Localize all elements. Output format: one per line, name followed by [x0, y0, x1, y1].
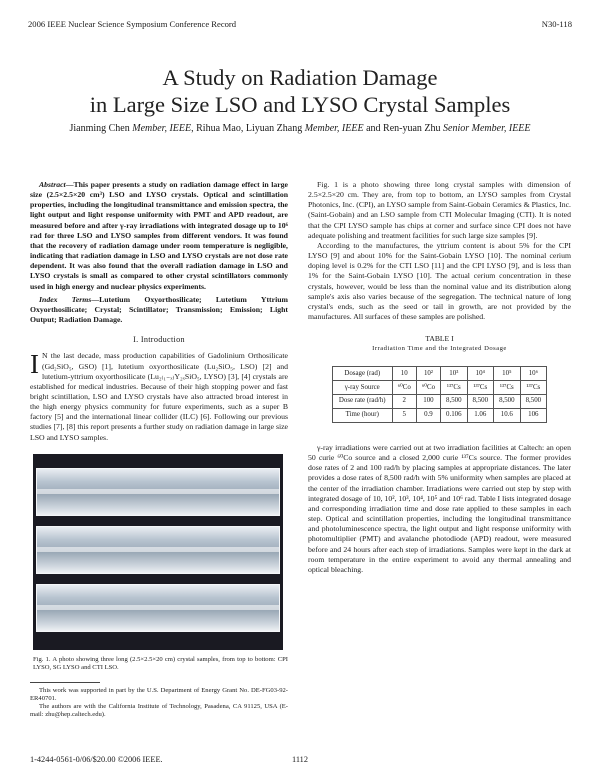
author-list: Jianming Chen Member, IEEE, Rihua Mao, Liyuan Zhang Member, IEEE and Ren-yuan Zhu Senior Member, IEEE: [69, 123, 531, 134]
paragraph-irradiation: γ-ray irradiations were carried out at two irradiation facilities at Caltech: an open 50 curie ⁶⁰Co source and a closed 2,000 curie ¹³⁷Cs source. The former provides dose rates of 2 and 100 rad/h by placing samples at appropriate distances. The later provides a dose rates of 8,500 rad/h with 5% uniformity when samples are placed at the center of the irradiation chamber. Irradiations were carried out step by step with integrated dosage of 10, 10², 10³, 10⁴, 10⁵ and 10⁶ rad. Table I lists integrated dosage and corresponding irradiation time and dose rate applied to these samples in each step. Optical and scintillation properties, including the longitudinal transmittance and photoluminescence spectra, the light output and light response uniformity with photomultiplier (PMT) and avalanche photodiode (APD) readout, were measured before and 24 hours after each step of irradiations. Samples were kept in the dark at room temperature in the entire experiment to avoid any thermal annealing and optical bleaching.: [308, 442, 571, 574]
paper-number: N30-118: [541, 19, 572, 29]
page-number: 1112: [292, 755, 308, 764]
table-row: Dose rate (rad/h) 2 100 8,500 8,500 8,500 8,500: [332, 395, 546, 409]
section-heading-introduction: I. Introduction: [133, 335, 185, 345]
author-role: Member, IEEE: [304, 123, 364, 134]
crystal-sample-cti-lso: [36, 584, 280, 632]
abstract-text: This paper presents a study on radiation damage effect in large size (2.5×2.5×20 cm³) LSO and LYSO crystals. Optical and scintillation properties, including the longitudinal transmittance and emission spectra, the light output and light response uniformity with PMT and APD readout, are measured before and after γ-ray irradiations with integrated dosage up to 10⁶ rad for three LSO and LYSO samples from different vendors. It was found that the recovery of radiation damage under room temperature is negligible, indicating that radiation damage in LSO and LYSO crystals are not dose rate dependent. It was also found that the overall radiation damage in LSO and LYSO crystals is small as compared to other crystal scintillators commonly used in high energy and nuclear physics experiments.: [30, 180, 288, 291]
drop-cap: I: [30, 349, 39, 380]
footnote-rule: [30, 682, 100, 683]
index-terms-text: Lutetium Oxyorthosilicate; Lutetium Yttrium Oxyorthosilicate; Crystal; Scintillator; Transmission; Emission; Light Output; Radiation Damage.: [30, 294, 288, 325]
author-name: Ren-yuan Zhu: [383, 123, 441, 134]
table-label: TABLE I: [425, 334, 454, 344]
figure-caption: Fig. 1. A photo showing three long (2.5×2.5×20 cm) crystal samples, from top to bottom: CPI LYSO, SG LYSO and CTI LSO.: [33, 655, 288, 672]
author-role: Senior Member, IEEE: [443, 123, 531, 134]
footnote-affiliation: The authors are with the California Institute of Technology, Pasadena, CA 91125, USA (E-mail: zhu@hep.caltech.edu).: [30, 702, 288, 718]
intro-text: N the last decade, mass production capabilities of Gadolinium Orthosilicate (Gd₂SiO₅, GSO) [1], lutetium oxyorthosilicate (Lu₂SiO₅, LSO) [2] and lutetium-yttrium oxyorthosilicate (Lu₂₍₁₋ₓ₎Y₂ₓSiO₅, LYSO) [3], [4] crystals are established for medical industries. Because of their high stopping power and fast bright scintillation, LSO and LYSO crystals have also attracted broad interest in the high energy physics community for future experiments, such as a super B factory [5] and the international linear collider (ILC) [6]. Following our previous studies [7], [8] this report presents a further study on radiation damage in large size LSO and LYSO samples.: [30, 351, 288, 442]
author-name: Liyuan Zhang: [245, 123, 303, 134]
paragraph-composition: According to the manufactures, the yttrium content is about 5% for the CPI LYSO [9] and about 10% for the Saint-Gobain LYSO [10]. The nominal cerium doping level is 0.2% for the CTI LSO [11] and the CPI LYSO [9], and is less than 1% for the Saint-Gobain LYSO [10]. The actual cerium concentration in these crystals, however, would be less than the nominal value and its distribution along sample's axis also varies because of the segregation. The technical nature of long crystal's ends, such as the seed or tail in growth, are not provided by the manufactures. All surfaces of these samples are polished.: [308, 240, 571, 322]
title-line-2: in Large Size LSO and LYSO Crystal Samples: [89, 92, 511, 117]
intro-paragraph: [30, 351, 288, 442]
author-name: Jianming Chen: [69, 123, 130, 134]
crystal-sample-cpi-lyso: [36, 468, 280, 516]
crystal-sample-sg-lyso: [36, 526, 280, 574]
footnote-funding: This work was supported in part by the U.S. Department of Energy Grant No. DE-FG03-92-ER40701.: [30, 686, 288, 702]
index-terms: Index Terms—Lutetium Oxyorthosilicate; Lutetium Yttrium Oxyorthosilicate; Crystal; Scintillator; Transmission; Emission; Light Output; Radiation Damage.: [30, 294, 288, 325]
crystal-samples-photo: [33, 454, 283, 650]
copyright-notice: 1-4244-0561-0/06/$20.00 ©2006 IEEE.: [30, 755, 163, 764]
left-column: [30, 180, 288, 719]
dosage-table: [332, 366, 547, 423]
table-row: Dosage (rad) 10 10² 10³ 10⁴ 10⁵ 10⁶: [332, 367, 546, 381]
paragraph-samples: Fig. 1 is a photo showing three long crystal samples with dimension of 2.5×2.5×20 cm. They are, from top to bottom, an LYSO samples from Crystal Photonics, Inc. (CPI), an LYSO sample from Saint-Gobain Ceramics & Plastics, Inc. (Saint-Gobain) and an LSO sample from CTI Molecular Imaging (CTI). It is noted that the CPI LYSO sample has chips at corner and surface since CPI does not have adequate polishing and treatment facilities for such large size samples [9].: [308, 180, 571, 240]
running-header: [28, 19, 572, 29]
index-terms-label: Index Terms: [39, 294, 92, 304]
right-column: [308, 180, 571, 575]
abstract: Abstract—This paper presents a study on radiation damage effect in large size (2.5×2.5×20 cm³) LSO and LYSO crystals. Optical and scintillation properties, including the longitudinal transmittance and emission spectra, the light output and light response uniformity with PMT and APD readout, are measured before and after γ-ray irradiations with integrated dosage up to 10⁶ rad for three LSO and LYSO samples from different vendors. It was found that the recovery of radiation damage under room temperature is negligible, indicating that radiation damage in LSO and LYSO crystals are not dose rate dependent. It was also found that the overall radiation damage in LSO and LYSO crystals is small as compared to other crystal scintillators commonly used in high energy and nuclear physics experiments.: [30, 180, 288, 291]
table-title: Irradiation Time and the Integrated Dosage: [372, 345, 507, 353]
paper-title: [20, 64, 580, 118]
table-row: γ-ray Source ⁶⁰Co ⁶⁰Co ¹³⁷Cs ¹³⁷Cs ¹³⁷Cs ¹³⁷Cs: [332, 381, 546, 395]
table-caption: [308, 334, 571, 354]
abstract-label: Abstract: [39, 180, 66, 189]
author-name: Rihua Mao: [196, 123, 241, 134]
page-footer: [30, 755, 570, 764]
author-role: Member, IEEE: [132, 123, 192, 134]
table-row: Time (hour) 5 0.9 0.106 1.06 10.6 106: [332, 409, 546, 423]
conference-record: 2006 IEEE Nuclear Science Symposium Conference Record: [28, 19, 237, 29]
title-line-1: A Study on Radiation Damage: [162, 65, 438, 90]
